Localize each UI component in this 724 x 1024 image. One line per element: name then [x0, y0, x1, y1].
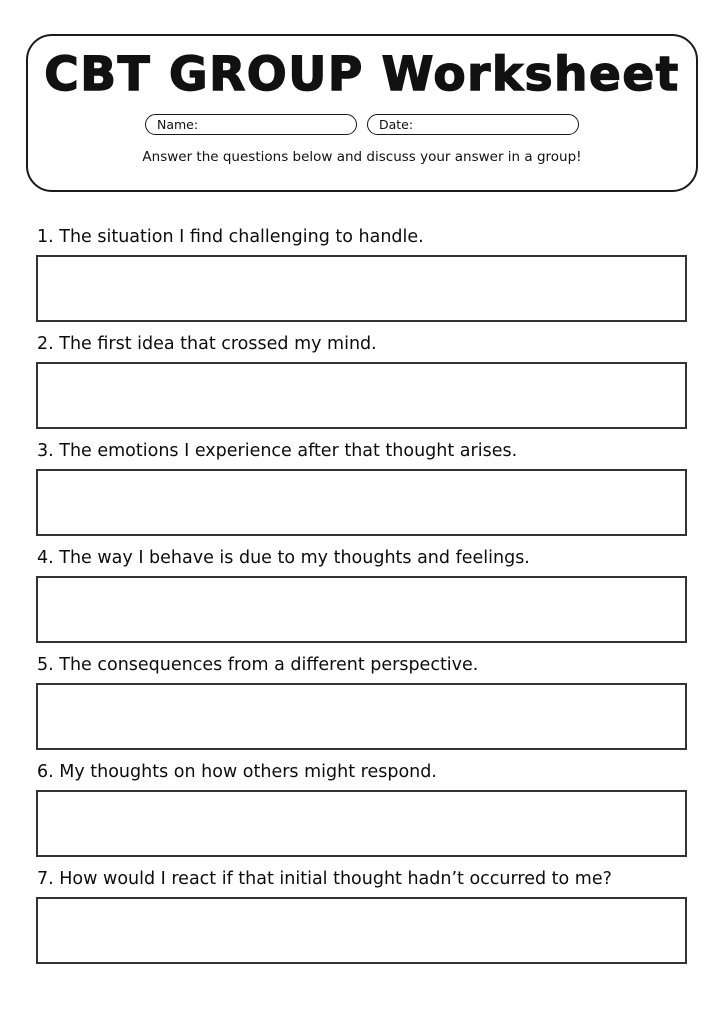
question-prompt: 4. The way I behave is due to my thoughts and feelings.: [37, 548, 530, 568]
question-prompt: 6. My thoughts on how others might respond.: [37, 762, 437, 782]
question-block: [36, 438, 688, 536]
question-block: [36, 224, 688, 322]
instruction-text: Answer the questions below and discuss your answer in a group!: [142, 149, 582, 165]
answer-box[interactable]: [36, 362, 687, 429]
answer-box[interactable]: [36, 683, 687, 750]
question-block: [36, 652, 688, 750]
questions-list: [36, 224, 688, 973]
answer-box[interactable]: [36, 469, 687, 536]
answer-box[interactable]: [36, 255, 687, 322]
worksheet-header-card: [26, 34, 698, 192]
question-block: [36, 331, 688, 429]
question-prompt: 2. The first idea that crossed my mind.: [37, 334, 377, 354]
question-prompt: 1. The situation I find challenging to handle.: [37, 227, 424, 247]
question-block: [36, 759, 688, 857]
question-prompt: 5. The consequences from a different perspective.: [37, 655, 479, 675]
question-prompt: 7. How would I react if that initial thought hadn’t occurred to me?: [37, 869, 612, 889]
answer-box[interactable]: [36, 897, 687, 964]
answer-box[interactable]: [36, 576, 687, 643]
date-field-label: Date:: [379, 117, 414, 132]
question-block: [36, 866, 688, 964]
question-block: [36, 545, 688, 643]
name-field[interactable]: [145, 114, 357, 135]
answer-box[interactable]: [36, 790, 687, 857]
page-title: CBT GROUP Worksheet: [44, 47, 680, 102]
identity-field-row: [145, 114, 579, 135]
name-field-label: Name:: [157, 117, 199, 132]
question-prompt: 3. The emotions I experience after that thought arises.: [37, 441, 518, 461]
date-field[interactable]: [367, 114, 579, 135]
